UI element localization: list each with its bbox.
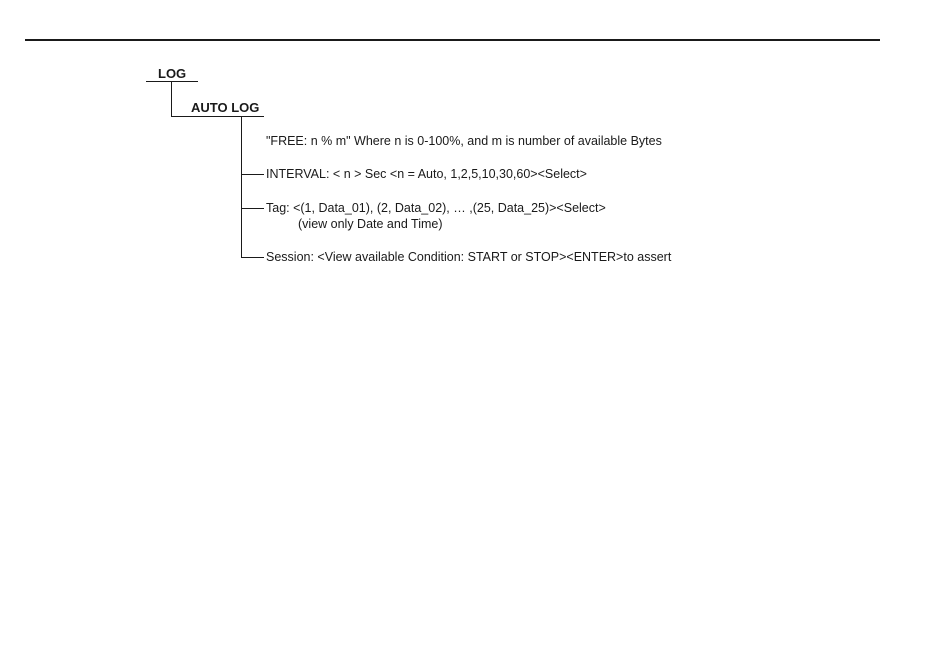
node-log-label: LOG [158,66,187,81]
node-log-underline [146,81,198,82]
menu-item-interval: INTERVAL: < n > Sec <n = Auto, 1,2,5,10,30,60><Select> [266,167,587,181]
connector-autolog-trunk [241,117,242,258]
branch-tag [241,208,264,209]
menu-item-tag: Tag: <(1, Data_01), (2, Data_02), … ,(25, Data_25)><Select> [266,201,606,215]
branch-session [241,257,264,258]
menu-item-session: Session: <View available Condition: START or STOP><ENTER>to assert [266,250,672,264]
branch-interval [241,174,264,175]
connector-log-to-autolog [171,82,172,117]
menu-item-tag-note: (view only Date and Time) [298,217,443,231]
node-autolog-label: AUTO LOG [191,100,260,115]
menu-item-free: "FREE: n % m" Where n is 0-100%, and m is number of available Bytes [266,134,662,148]
node-autolog-underline [171,116,264,117]
top-rule [25,39,880,41]
